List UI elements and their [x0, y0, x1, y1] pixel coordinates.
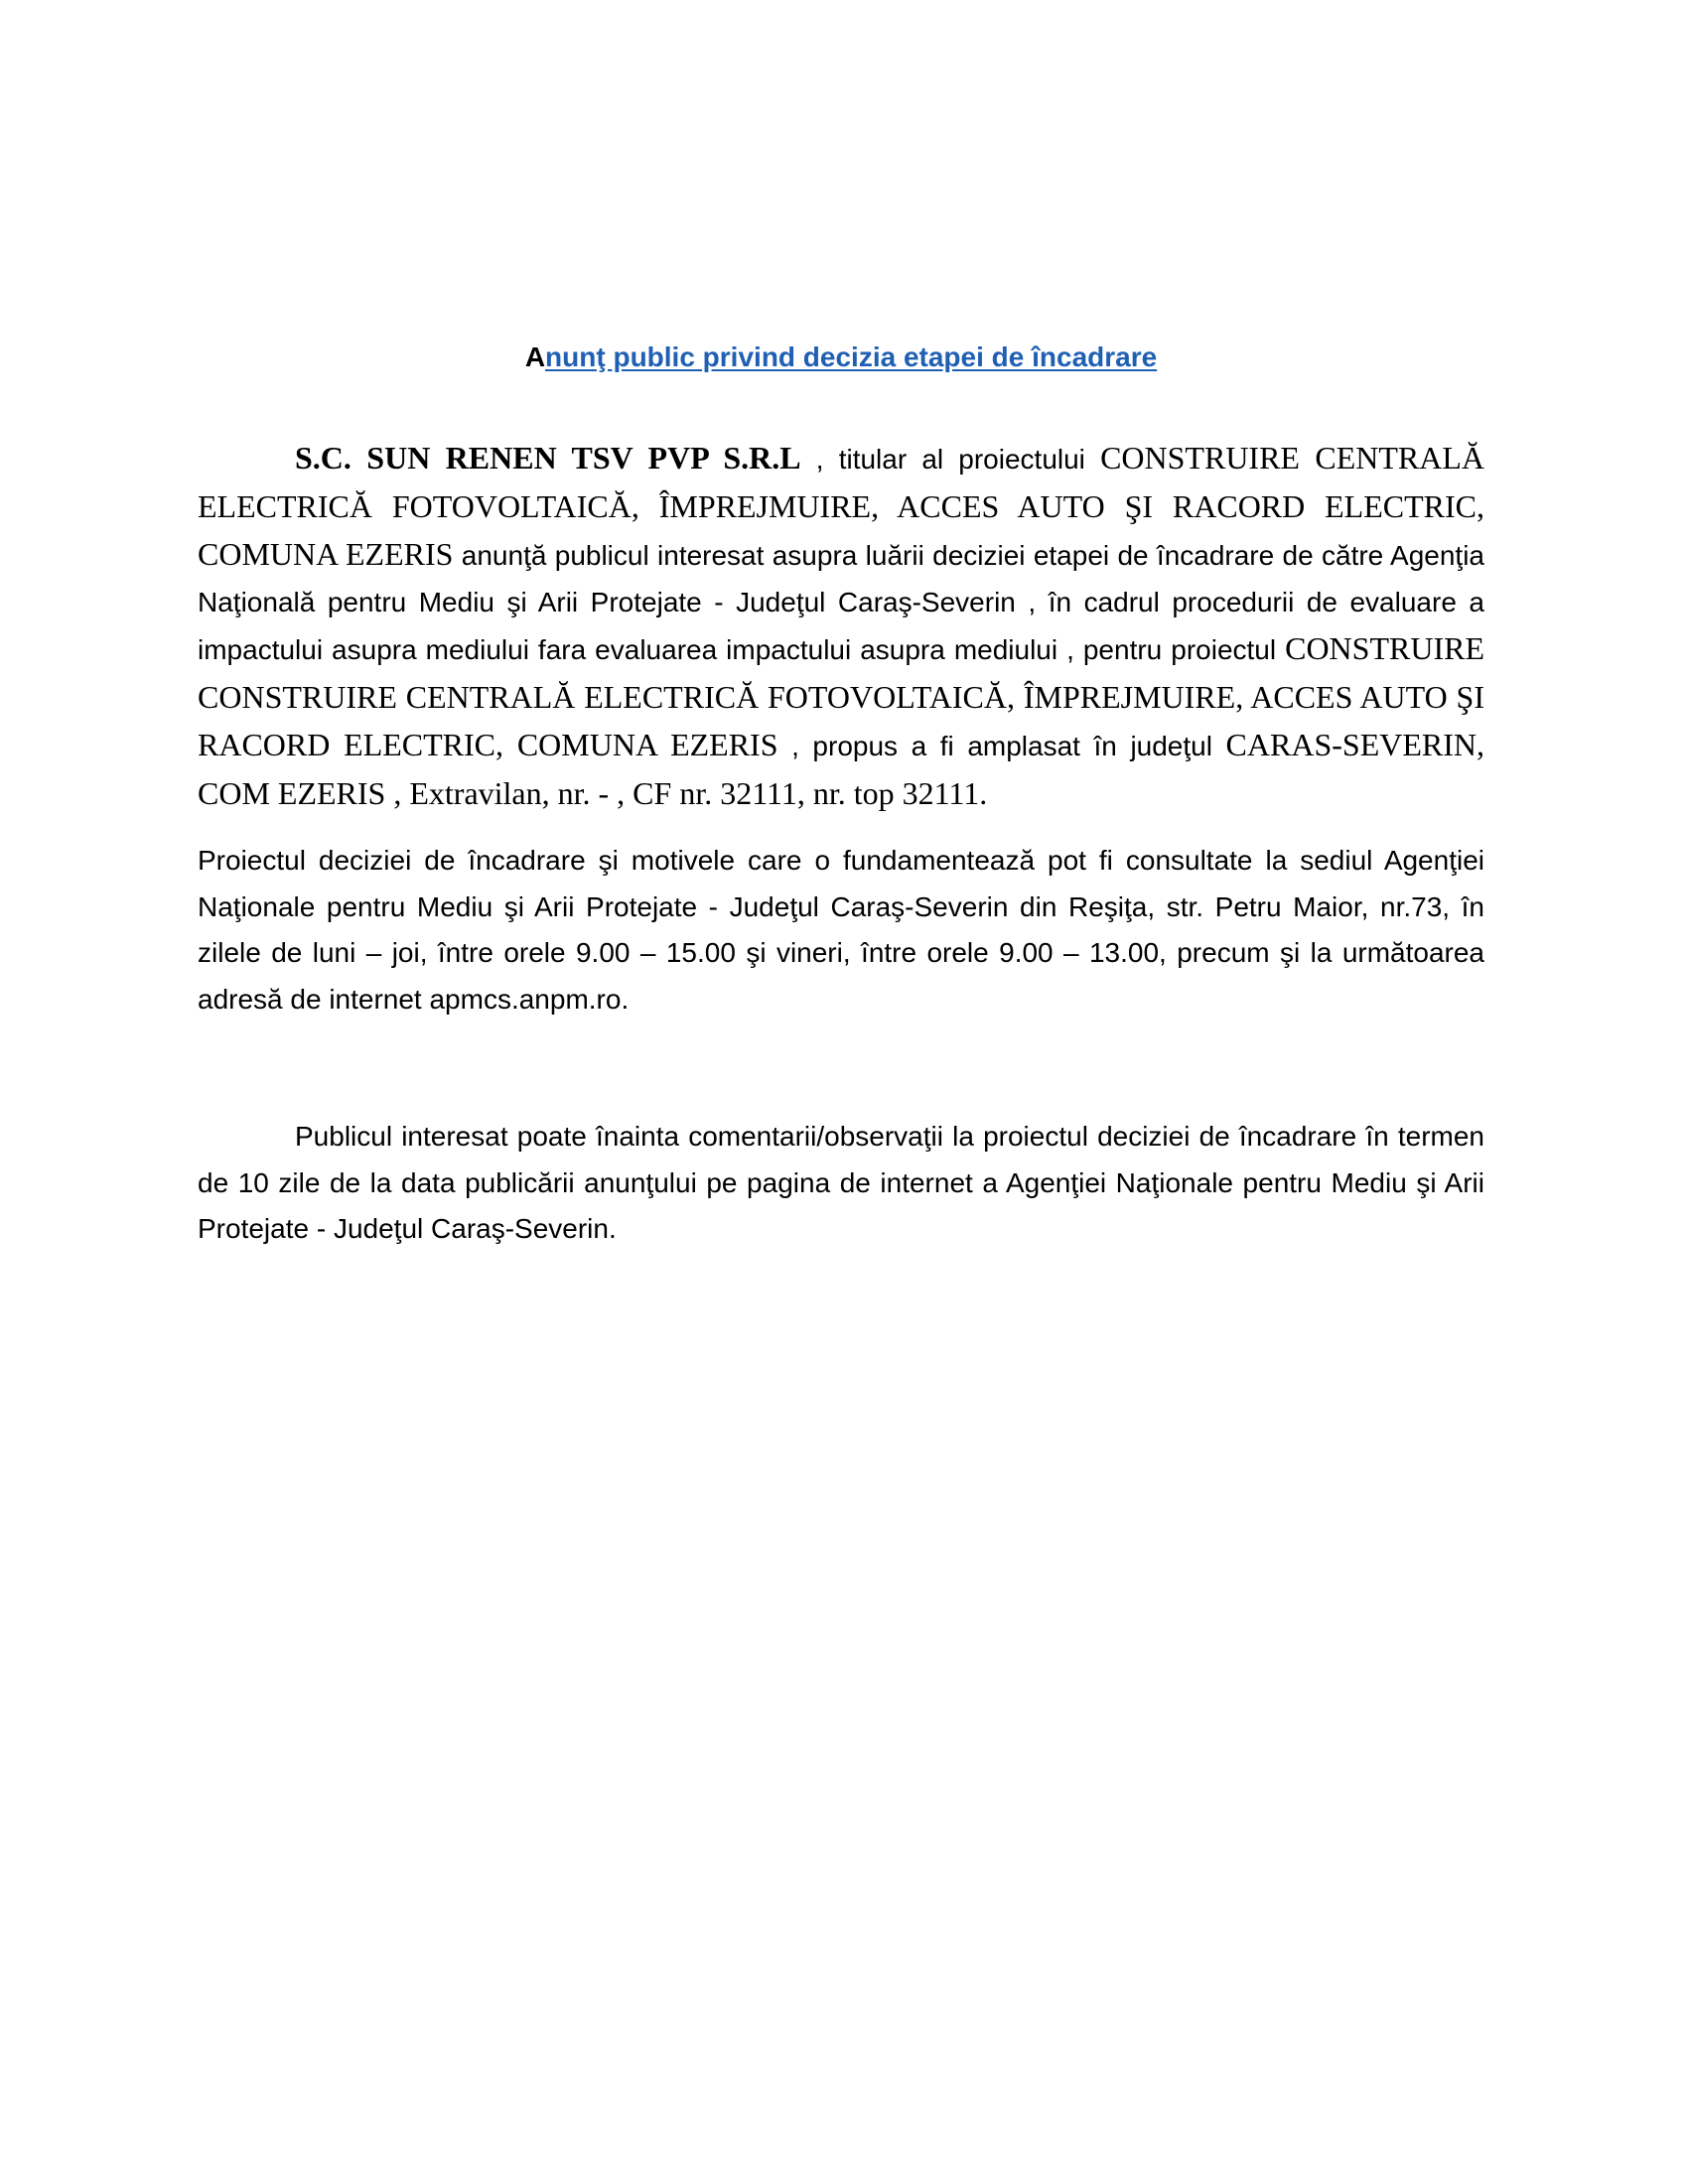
paragraph-consultation: Proiectul deciziei de încadrare şi motivele care o fundamentează pot fi consultate la sediul Agenţiei Naţionale pentru Mediu şi Arii Protejate - Judeţul Caraş-Severin din Reşiţa, str. Petru Maior, nr.73, în zilele de luni – joi, între orele 9.00 – 15.00 şi vineri, între orele 9.00 – 13.00, precum şi la următoarea adresă de internet apmcs.anpm.ro. [198, 845, 1484, 1015]
paragraph1-text-3: , propus a fi amplasat în judeţul [777, 731, 1226, 761]
project-name-repeat: CONSTRUIRE CONSTRUIRE CENTRALĂ ELECTRICĂ FOTOVOLTAICĂ, ÎMPREJMUIRE, ACCES AUTO ŞI RACORD ELECTRIC, COMUNA EZERIS [198, 630, 1484, 762]
company-name: S.C. SUN RENEN TSV PVP S.R.L [295, 440, 801, 476]
paragraph-announcement [198, 435, 1484, 818]
title-link[interactable]: nunţ public privind decizia etapei de încadrare [545, 341, 1158, 372]
paragraph1-text-1: , titular al proiectului [800, 444, 1101, 475]
paragraph-comments: Publicul interesat poate înainta comentarii/observaţii la proiectul deciziei de încadrare în termen de 10 zile de la data publicării anunţului pe pagina de internet a Agenţiei Naţionale pentru Mediu şi Arii Protejate - Judeţul Caraş-Severin. [198, 1121, 1484, 1244]
document-page [198, 338, 1484, 1253]
project-name: CONSTRUIRE CENTRALĂ ELECTRICĂ FOTOVOLTAICĂ, ÎMPREJMUIRE, ACCES AUTO ŞI RACORD ELECTRIC, COMUNA EZERIS [198, 440, 1485, 572]
title-first-letter: A [524, 341, 546, 372]
project-location: CARAS-SEVERIN, COM EZERIS , Extravilan, nr. - , CF nr. 32111, nr. top 32111. [198, 727, 1484, 811]
document-title [198, 338, 1484, 377]
paragraph1-text-2: anunţă publicul interesat asupra luării deciziei etapei de încadrare de către Agenţia Naţională pentru Mediu şi Arii Protejate - Judeţul Caraş-Severin , în cadrul procedurii de evaluare a impactului asupra mediului fara evaluarea impactului asupra mediului , pentru proiectul [198, 540, 1484, 665]
